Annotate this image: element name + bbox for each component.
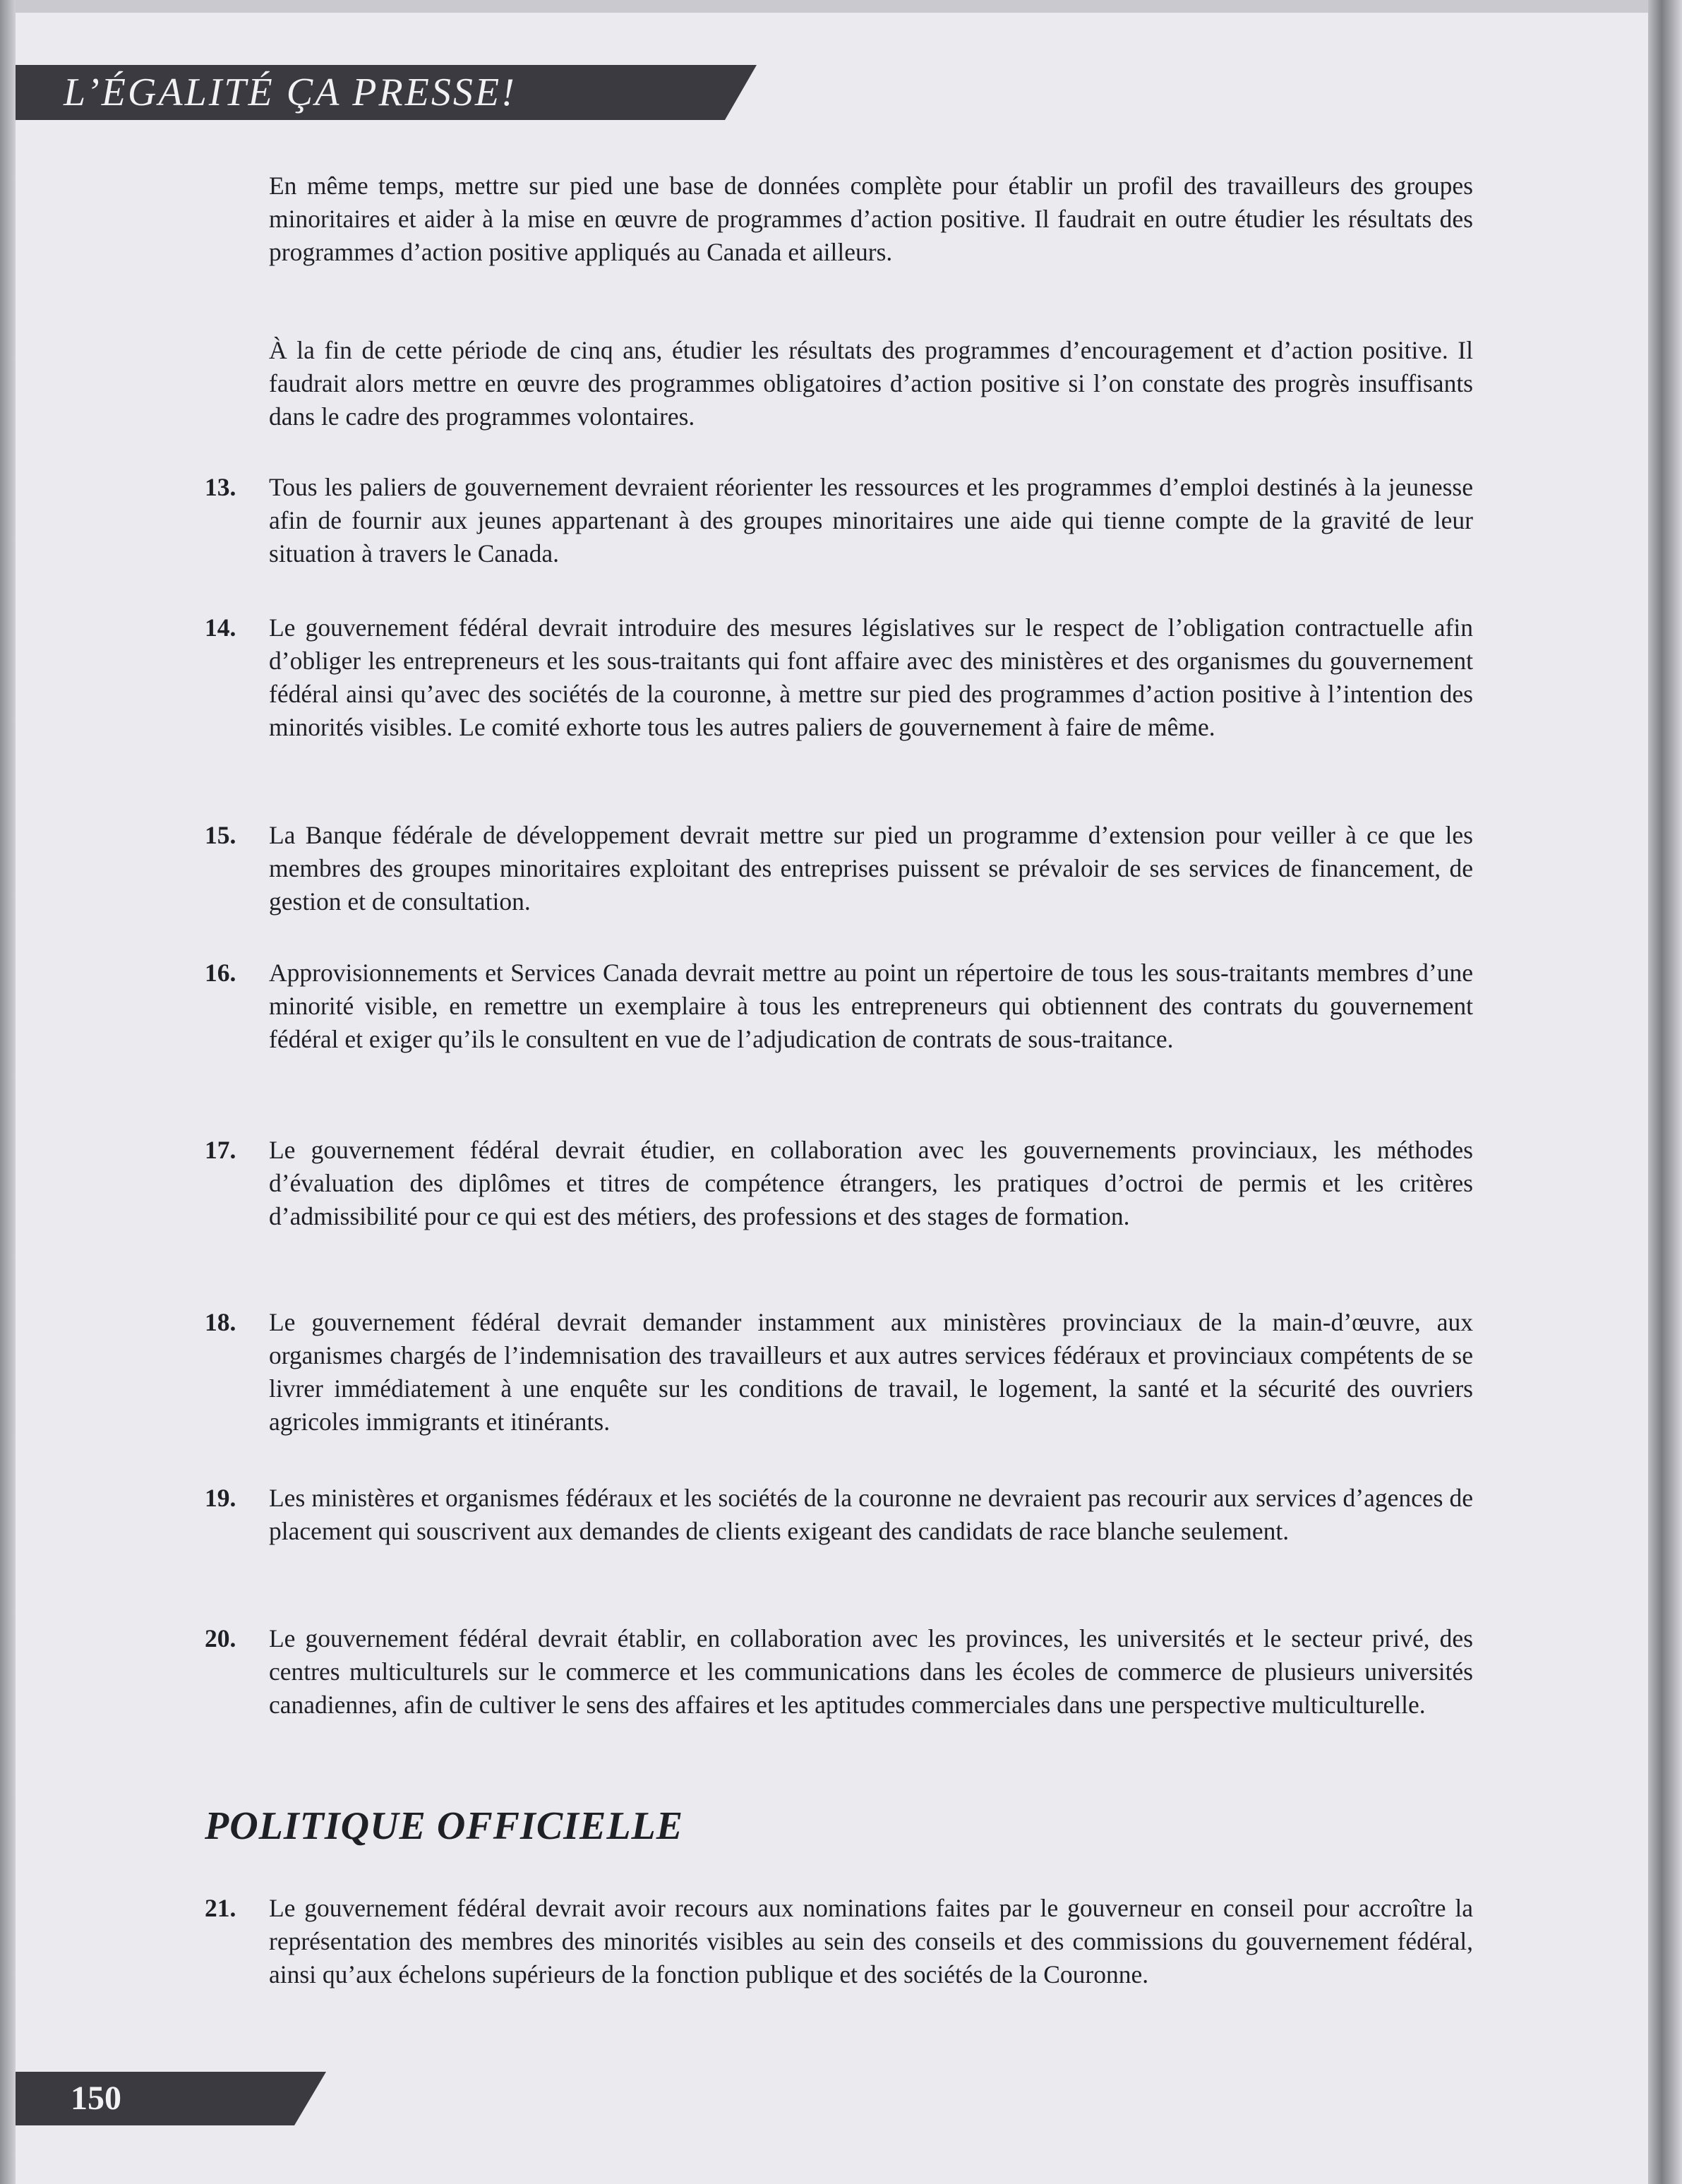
recommendation-text: La Banque fédérale de développement devrait mettre sur pied un programme d’extension pour veiller à ce que les membres des groupes minoritaires exploitant des entreprises puissent se prévaloir de ses services de financement, de gestion et de consultation. [269, 821, 1473, 916]
recommendation-number: 13. [205, 473, 236, 501]
page-number: 150 [71, 2080, 121, 2117]
recommendation-number: 21. [205, 1894, 236, 1922]
recommendation-text: Le gouvernement fédéral devrait introduire des mesures législatives sur le respect de l’obligation contractuelle afin d’obliger les entrepreneurs et les sous-traitants qui font affaire avec des ministères et des organismes du gouvernement fédéral ainsi qu’avec des sociétés de la couronne, à mettre sur pied des programmes d’action positive à l’intention des minorités visibles. Le comité exhorte tous les autres paliers de gouvernement à faire de même. [269, 613, 1473, 741]
section-heading: POLITIQUE OFFICIELLE [205, 1804, 684, 1848]
recommendation-text: Le gouvernement fédéral devrait étudier, en collaboration avec les gouvernements provinciaux, les méthodes d’évaluation des diplômes et titres de compétence étrangers, les pratiques d’octroi de permis et les critères d’admissibilité pour ce qui est des métiers, des professions et des stages de formation. [269, 1136, 1473, 1230]
running-header-title: L’ÉGALITÉ ÇA PRESSE! [64, 71, 517, 114]
recommendation-number: 20. [205, 1624, 236, 1652]
recommendation-number: 19. [205, 1484, 236, 1512]
recommendation-text: Les ministères et organismes fédéraux et les sociétés de la couronne ne devraient pas recourir aux services d’agences de placement qui souscrivent aux demandes de clients exigeant des candidats de race blanche seulement. [269, 1484, 1473, 1545]
recommendation-text: Le gouvernement fédéral devrait avoir recours aux nominations faites par le gouverneur en conseil pour accroître la représentation des membres des minorités visibles au sein des conseils et des commissions du gouvernement fédéral, ainsi qu’aux échelons supérieurs de la fonction publique et des sociétés de la Couronne. [269, 1894, 1473, 1988]
intro-paragraph: En même temps, mettre sur pied une base de données complète pour établir un profil des travailleurs des groupes minoritaires et aider à la mise en œuvre de programmes d’action positive. Il faudrait en outre étudier les résultats des programmes d’action positive appliqués au Canada et ailleurs. [269, 172, 1473, 266]
recommendation-number: 18. [205, 1308, 236, 1336]
recommendation-number: 14. [205, 613, 236, 642]
page-left-edge [0, 0, 16, 2184]
recommendation-number: 15. [205, 821, 236, 849]
recommendation-text: Le gouvernement fédéral devrait établir, en collaboration avec les provinces, les universités et le secteur privé, des centres multiculturels sur le commerce et les communications dans les écoles de commerce de plusieurs universités canadiennes, afin de cultiver le sens des affaires et les aptitudes commerciales dans une perspective multiculturelle. [269, 1624, 1473, 1719]
page-top-edge [0, 0, 1682, 13]
page-binding-edge [1648, 0, 1682, 2184]
recommendation-number: 16. [205, 959, 236, 987]
intro-paragraph: À la fin de cette période de cinq ans, étudier les résultats des programmes d’encouragement et d’action positive. Il faudrait alors mettre en œuvre des programmes obligatoires d’action positive si l’on constate des progrès insuffisants dans le cadre des programmes volontaires. [269, 336, 1473, 431]
recommendation-text: Approvisionnements et Services Canada devrait mettre au point un répertoire de tous les sous-traitants membres d’une minorité visible, en remettre un exemplaire à tous les entrepreneurs qui obtiennent des contrats du gouvernement fédéral et exiger qu’ils le consultent en vue de l’adjudication de contrats de sous-traitance. [269, 959, 1473, 1053]
recommendation-text: Le gouvernement fédéral devrait demander instamment aux ministères provinciaux de la main-d’œuvre, aux organismes chargés de l’indemnisation des travailleurs et aux autres services fédéraux et provinciaux compétents de se livrer immédiatement à une enquête sur les conditions de travail, le logement, la santé et la sécurité des ouvriers agricoles immigrants et itinérants. [269, 1308, 1473, 1436]
recommendation-text: Tous les paliers de gouvernement devraient réorienter les ressources et les programmes d’emploi destinés à la jeunesse afin de fournir aux jeunes appartenant à des groupes minoritaires une aide qui tienne compte de la gravité de leur situation à travers le Canada. [269, 473, 1473, 568]
recommendation-number: 17. [205, 1136, 236, 1164]
footer-band [16, 2072, 326, 2125]
